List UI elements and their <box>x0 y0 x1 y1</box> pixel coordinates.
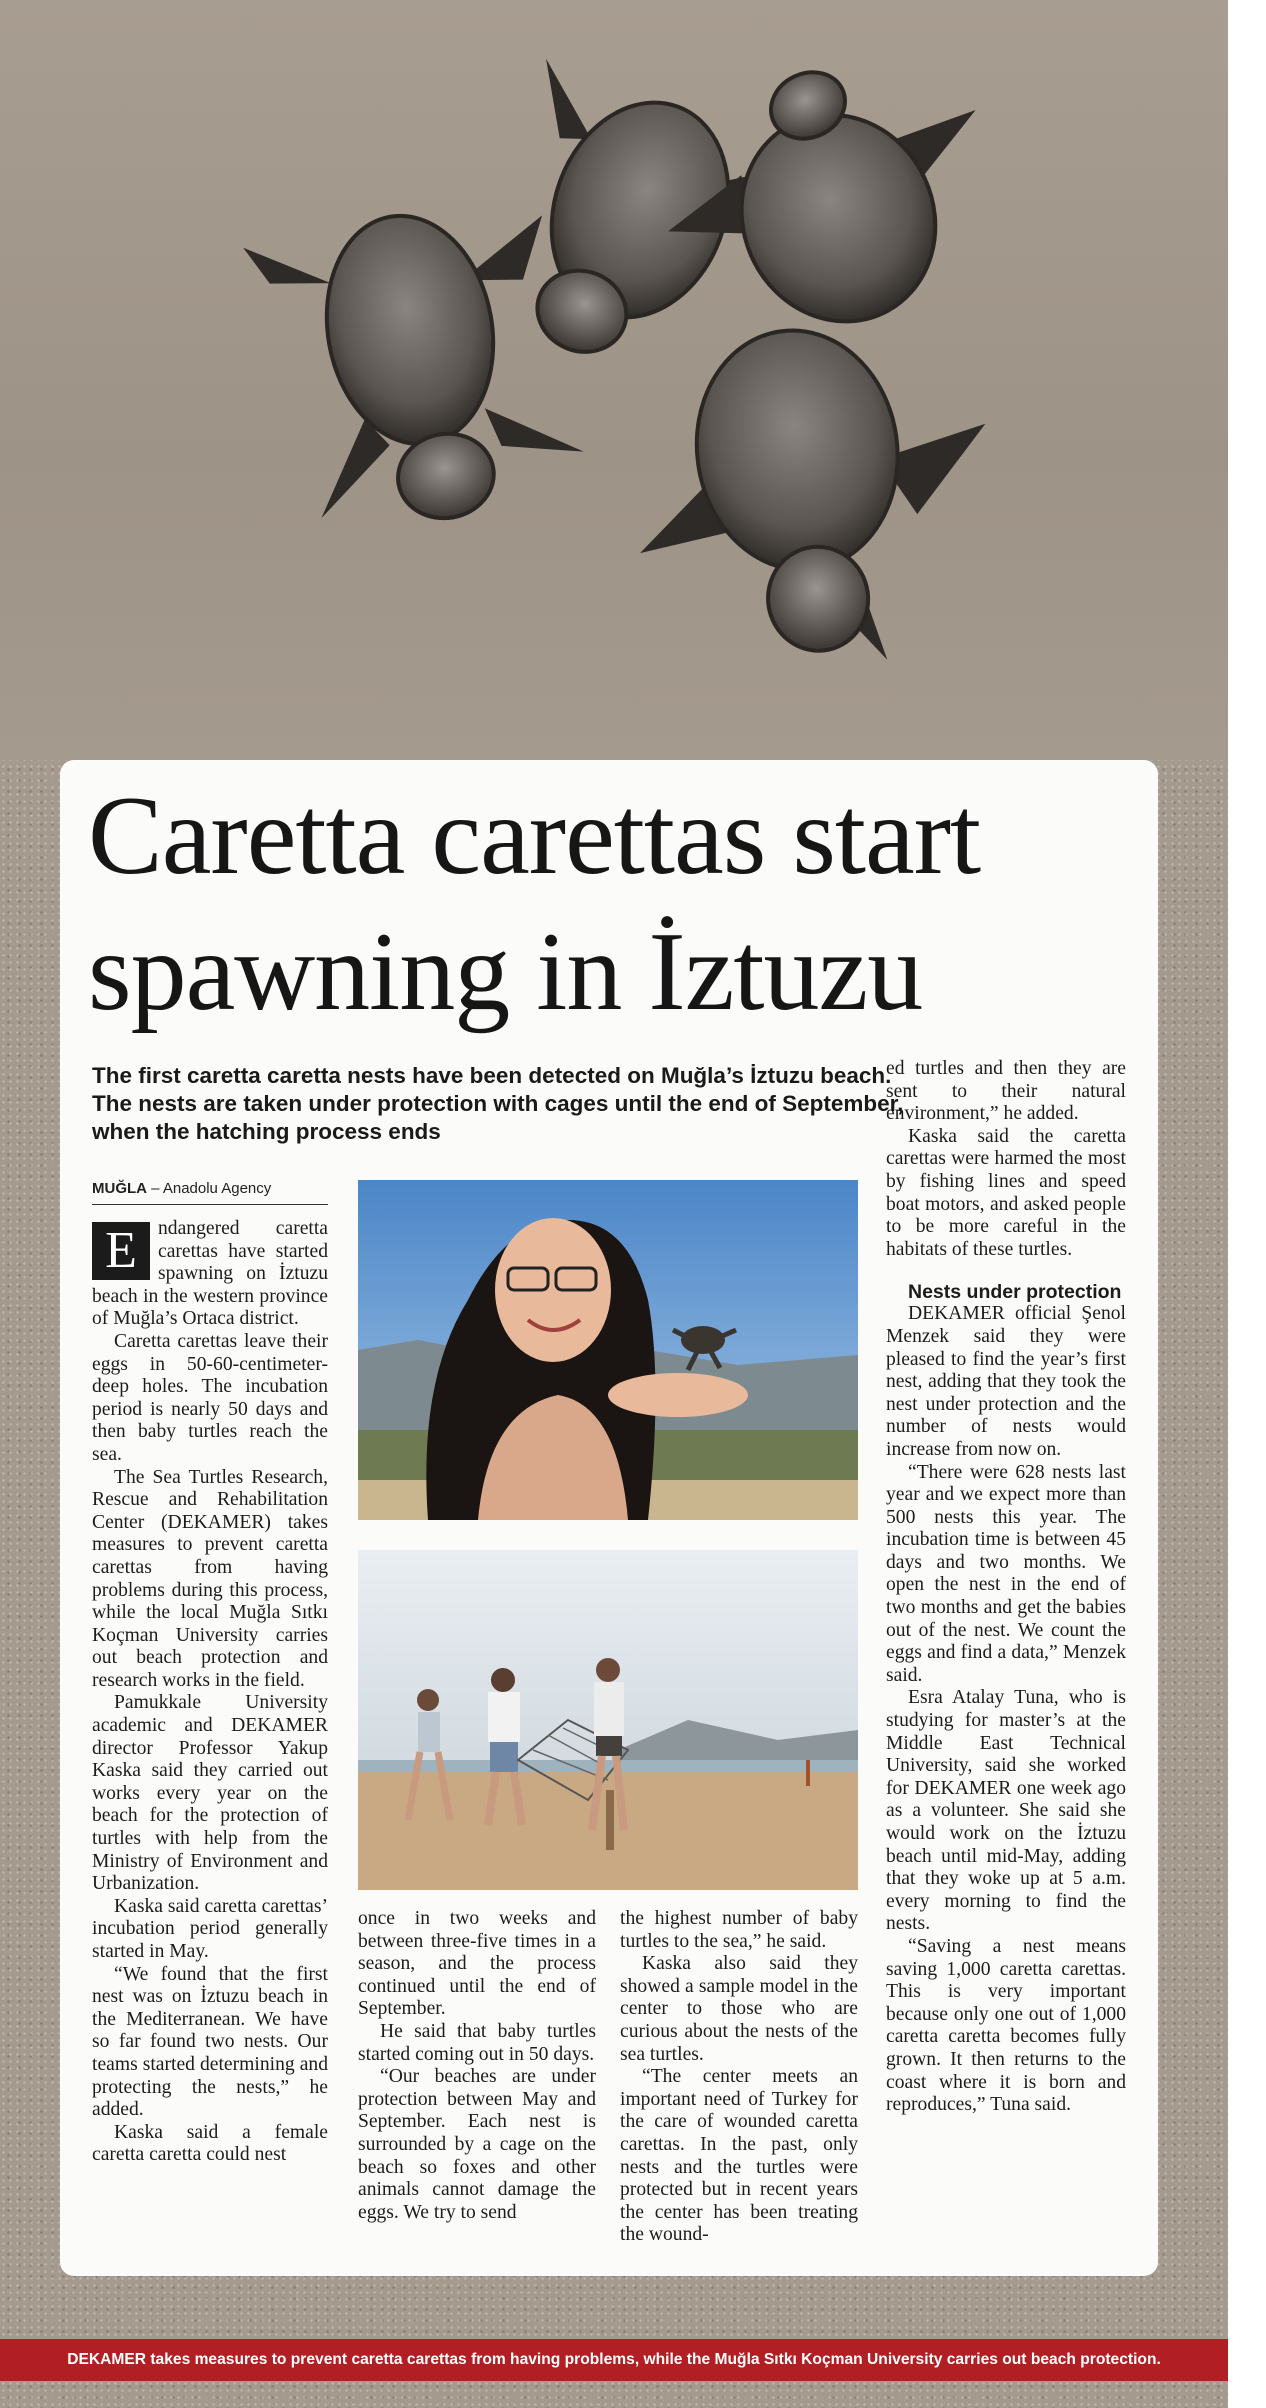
byline <box>92 1180 328 1205</box>
paragraph: DEKAMER official Şenol Menzek said they were pleased to find the year’s first nest, adding that they took the nest under protection and the number of nests would increase from now on. <box>886 1303 1126 1460</box>
byline-location: MUĞLA <box>92 1180 147 1197</box>
article-column-3 <box>620 1908 858 2258</box>
section-subheading: Nests under protection <box>908 1281 1122 1304</box>
paragraph: Pamukkale University academic and DEKAMER director Professor Yakup Kaska said they carried out works every year on the beach for the protection of turtles with help from the Ministry of Environment and Urbanization. <box>92 1692 328 1895</box>
paragraph: “Saving a nest means saving 1,000 caretta carettas. This is very important because only one out of 1,000 caretta caretta becomes fully grown. It then returns to the coast where it is born and reproduces,” Tuna said. <box>886 1935 1126 2116</box>
byline-agency: – Anadolu Agency <box>151 1180 272 1197</box>
turtle-left <box>242 191 591 545</box>
paragraph: “Our beaches are under protection between May and September. Each nest is surrounded by a cage on the beach so foxes and other animals cannot damage the eggs. We try to send <box>358 2066 596 2223</box>
article-subhead: The first caretta caretta nests have been detected on Muğla’s İztuzu beach. The nests are taken under protection with cages until the end of September, when the hatching process ends <box>92 1063 904 1144</box>
paragraph: Kaska also said they showed a sample model in the center to those who are curious about the nests of the sea turtles. <box>620 1953 858 2065</box>
paragraph: Esra Atalay Tuna, who is studying for master’s at the Middle East Technical University, said she worked for DEKAMER one week ago as a volunteer. She said she would work on the İztuzu beach until mid-May, adding that they woke up at 5 a.m. every morning to find the nests. <box>886 1687 1126 1935</box>
paragraph: “There were 628 nests last year and we expect more than 500 nests this year. The incubation time is between 45 days and two months. We open the nest in the end of two months and get the babies out of the nest. We count the eggs and find a data,” Menzek said. <box>886 1461 1126 1686</box>
paragraph: the highest number of baby turtles to the sea,” he said. <box>620 1908 858 1952</box>
headline-line-2: spawning in İztuzu <box>88 910 923 1034</box>
paragraph: “The center meets an important need of Turkey for the care of wounded caretta carettas. In the past, only nests and the turtles were protected but in recent years the center has been treating the wound- <box>620 2066 858 2246</box>
photo-caption-bar: DEKAMER takes measures to prevent caretta carettas from having problems, while the Muğla Sıtkı Koçman University carries out beach protection. <box>0 2339 1228 2381</box>
beach-team-photo <box>358 1550 858 1890</box>
dropcap-letter: E <box>92 1222 150 1280</box>
article-column-4 <box>886 1058 1126 2258</box>
baby-turtles-illustration <box>0 0 1228 760</box>
paragraph: ed turtles and then they are sent to their natural environment,” he added. <box>886 1058 1126 1125</box>
paragraph: Caretta carettas leave their eggs in 50-60-centimeter-deep holes. The incubation period is nearly 50 days and then baby turtles reach the sea. <box>92 1330 328 1465</box>
headline-line-1: Caretta carettas start <box>88 774 981 898</box>
paragraph: The Sea Turtles Research, Rescue and Rehabilitation Center (DEKAMER) takes measures to prevent caretta carettas from having problems during this process, while the local Muğla Sıtkı Koçman University carries out beach protection and research works in the field. <box>92 1466 328 1691</box>
article-card <box>60 760 1158 2276</box>
paragraph <box>92 1218 328 1331</box>
article-headline <box>88 768 1148 1040</box>
article-column-1 <box>92 1218 328 2258</box>
paragraph: “We found that the first nest was on İztuzu beach in the Mediterranean. We have so far found two nests. Our teams started determining and protecting the nests,” he added. <box>92 1963 328 2121</box>
article-column-2 <box>358 1908 596 2258</box>
paragraph: Kaska said caretta carettas’ incubation period generally started in May. <box>92 1895 328 1962</box>
baby-turtles-photo <box>0 0 1228 760</box>
paragraph: Kaska said the caretta carettas were harmed the most by fishing lines and speed boat motors, and asked people to be more careful in the habitats of these turtles. <box>886 1125 1126 1260</box>
paragraph: Kaska said a female caretta caretta could nest <box>92 2121 328 2166</box>
paragraph: once in two weeks and between three-five times in a season, and the process continued until the end of September. <box>358 1908 596 2020</box>
volunteer-holding-turtle-photo <box>358 1180 858 1520</box>
paragraph-text: ndangered caretta carettas have started spawning on İztuzu beach in the western province of Muğla’s Ortaca district. <box>92 1218 328 1330</box>
paragraph: He said that baby turtles started coming out in 50 days. <box>358 2020 596 2065</box>
turtle-right-bottom <box>612 305 1016 692</box>
